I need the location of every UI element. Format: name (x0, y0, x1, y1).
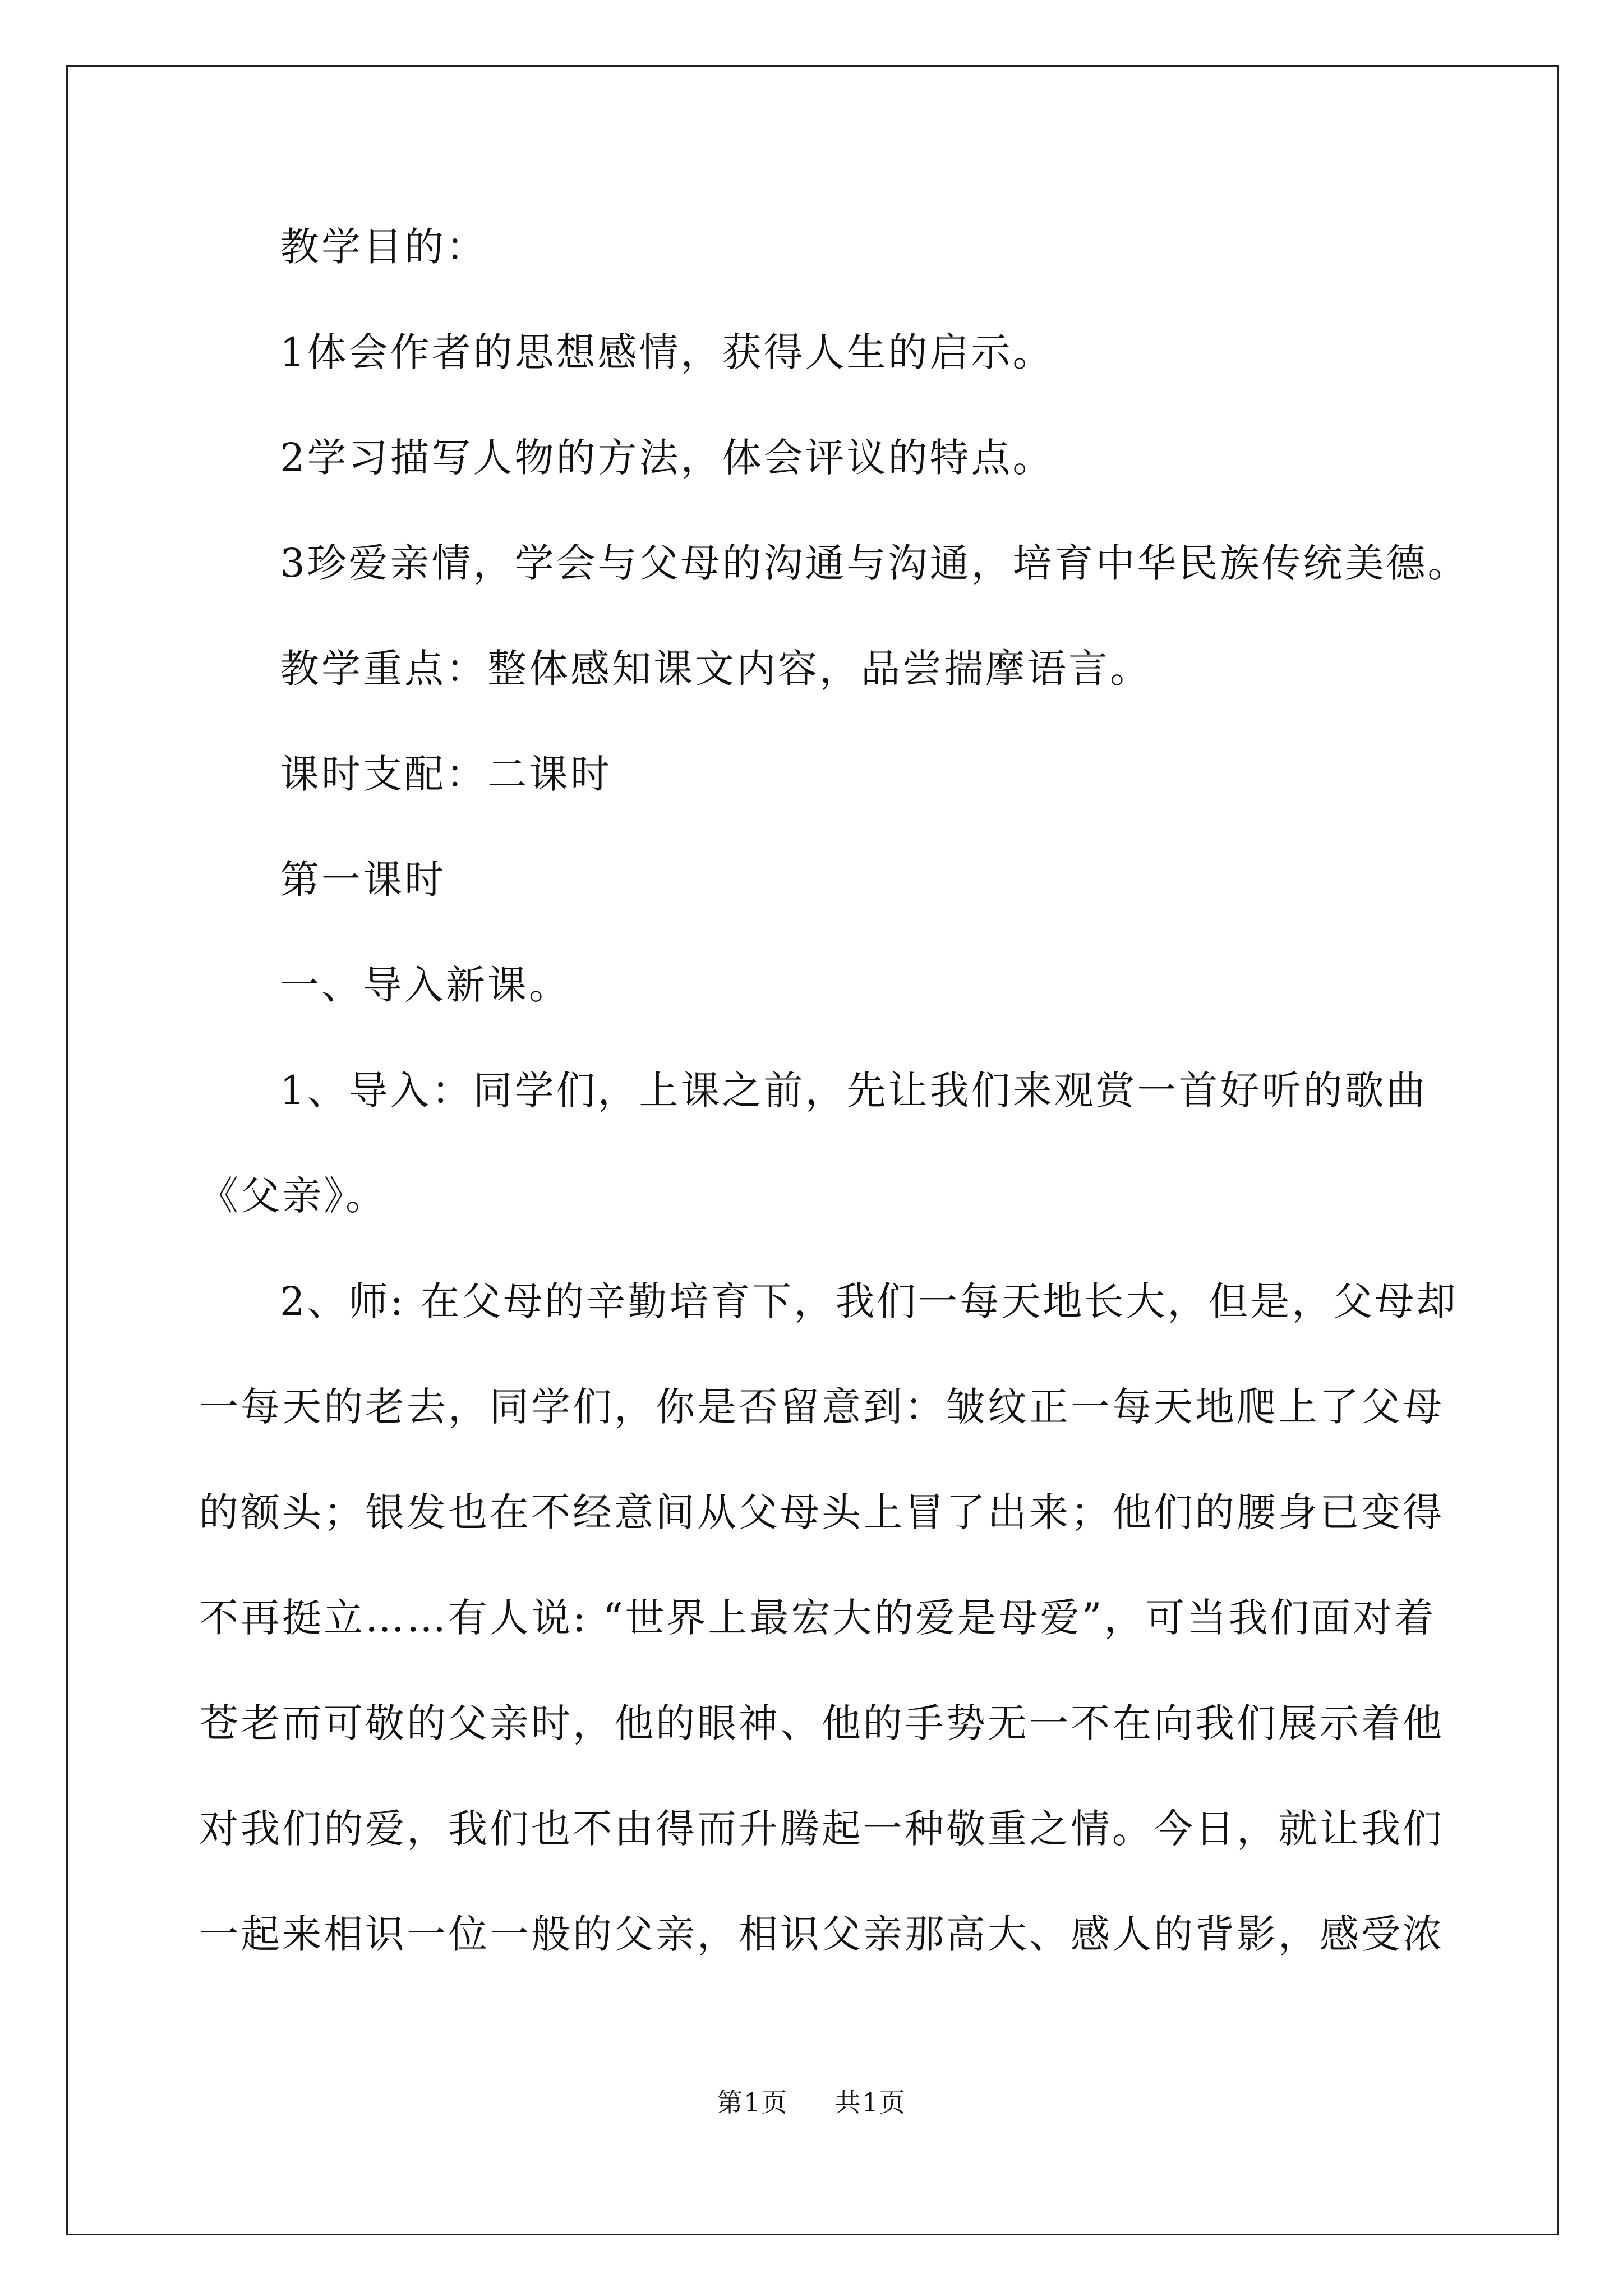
paragraph-schedule: 课时支配：二课时 (280, 751, 612, 797)
paragraph-key-points: 教学重点：整体感知课文内容，品尝揣摩语言。 (280, 646, 1151, 692)
paragraph-line: 苍老而可敬的父亲时，他的眼神、他的手势无一不在向我们展示着他 (199, 1700, 1444, 1746)
page-number: 第1页 (717, 2087, 789, 2118)
paragraph-line: 对我们的爱，我们也不由得而升腾起一种敬重之情。今日，就让我们 (199, 1806, 1444, 1852)
paragraph-intro-step-2 (199, 1278, 1458, 1957)
paragraph-line: 的额头；银发也在不经意间从父母头上冒了出来；他们的腰身已变得 (199, 1489, 1444, 1535)
paragraph-line: 一起来相识一位一般的父亲，相识父亲那高大、感人的背影，感受浓 (199, 1911, 1444, 1957)
paragraph-objective-3: 3珍爱亲情，学会与父母的沟通与沟通，培育中华民族传统美德。 (280, 540, 1469, 586)
paragraph-line: 1、导入：同学们，上课之前，先让我们来观赏一首好听的歌曲 (280, 1068, 1428, 1114)
paragraph-objectives-heading: 教学目的： (280, 224, 487, 270)
document-body (199, 224, 1469, 2017)
page-total: 共1页 (834, 2087, 906, 2118)
paragraph-first-lesson: 第一课时 (280, 857, 446, 903)
paragraph-line: 《父亲》。 (199, 1173, 387, 1219)
paragraph-intro-step-1 (199, 1068, 1433, 1218)
page-footer (0, 2087, 1623, 2118)
paragraph-objective-2: 2学习描写人物的方法，体会评议的特点。 (280, 435, 1054, 481)
paragraph-section-intro: 一、导入新课。 (280, 962, 570, 1008)
paragraph-line: 2、师: 在父母的辛勤培育下，我们一每天地长大，但是，父母却 (280, 1278, 1458, 1324)
paragraph-objective-1: 1体会作者的思想感情，获得人生的启示。 (280, 329, 1054, 375)
paragraph-line: 不再挺立……有人说: “世界上最宏大的爱是母爱”，可当我们面对着 (199, 1595, 1436, 1641)
paragraph-line: 一每天的老去，同学们，你是否留意到：皱纹正一每天地爬上了父母 (199, 1384, 1444, 1430)
